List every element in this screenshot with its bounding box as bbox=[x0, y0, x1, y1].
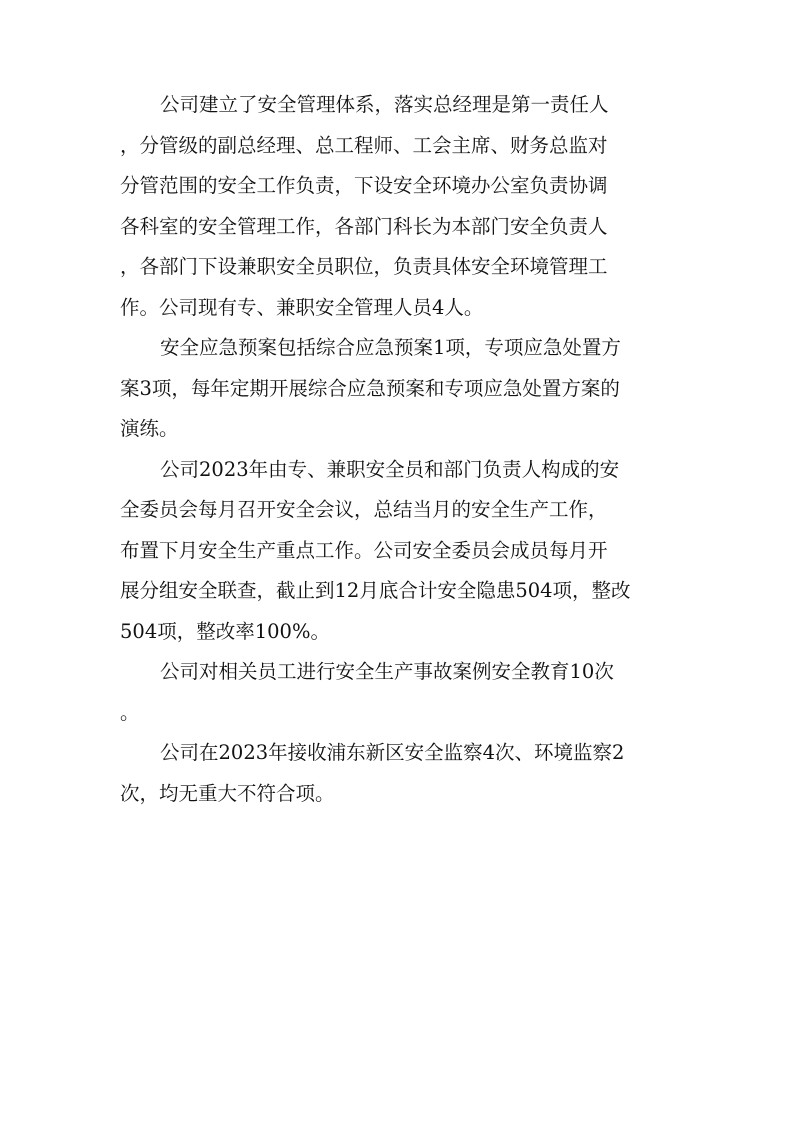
text-line: 分管范围的安全工作负责，下设安全环境办公室负责协调 bbox=[120, 174, 608, 197]
text-line: 504项，整改率100%。 bbox=[120, 619, 330, 643]
text-line: 布置下月安全生产重点工作。公司安全委员会成员每月开 bbox=[120, 538, 608, 562]
paragraph-inspections bbox=[120, 733, 680, 814]
text-line: 次，均无重大不符合项。 bbox=[120, 781, 335, 805]
text-line: 公司建立了安全管理体系，落实总经理是第一责任人 bbox=[160, 93, 609, 116]
document-body bbox=[120, 85, 680, 814]
text-line: ，分管级的副总经理、总工程师、工会主席、财务总监对 bbox=[120, 133, 608, 157]
text-line: 公司对相关员工进行安全生产事故案例安全教育10次 bbox=[160, 660, 614, 683]
text-line: ，各部门下设兼职安全员职位，负责具体安全环境管理工 bbox=[120, 255, 608, 278]
text-line: 各科室的安全管理工作，各部门科长为本部门安全负责人 bbox=[120, 214, 608, 238]
paragraph-safety-committee bbox=[120, 450, 680, 653]
text-line: 。 bbox=[120, 700, 140, 724]
text-line: 展分组安全联查，截止到12月底合计安全隐患504项，整改 bbox=[120, 579, 631, 602]
text-line: 作。公司现有专、兼职安全管理人员4人。 bbox=[120, 295, 484, 319]
paragraph-safety-education bbox=[120, 652, 680, 733]
text-line: 演练。 bbox=[120, 417, 179, 440]
text-line: 全委员会每月召开安全会议，总结当月的安全生产工作， bbox=[120, 498, 608, 521]
text-line: 公司在2023年接收浦东新区安全监察4次、环境监察2 bbox=[160, 741, 625, 764]
text-line: 安全应急预案包括综合应急预案1项，专项应急处置方 bbox=[160, 336, 621, 359]
paragraph-emergency-plan bbox=[120, 328, 680, 450]
paragraph-safety-management-system bbox=[120, 85, 680, 328]
text-line: 案3项，每年定期开展综合应急预案和专项应急处置方案的 bbox=[120, 376, 620, 400]
text-line: 公司2023年由专、兼职安全员和部门负责人构成的安 bbox=[160, 457, 620, 481]
